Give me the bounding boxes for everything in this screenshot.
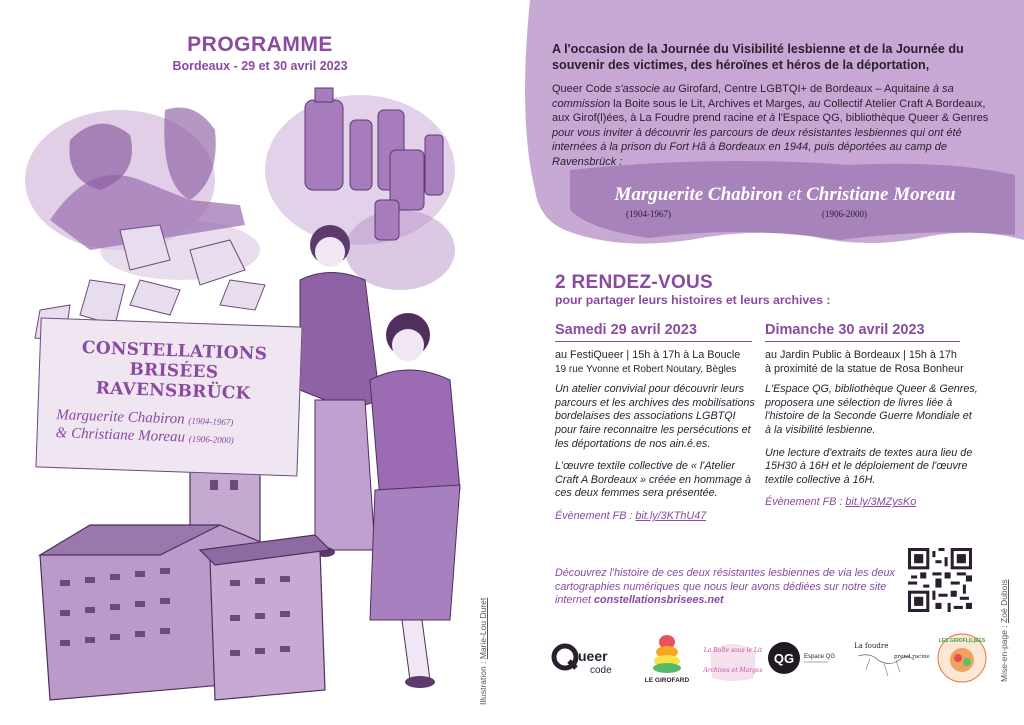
illustration-credit-name: Marie-Lou Duret [478, 597, 488, 660]
day1-fb-url[interactable]: bit.ly/3KThU47 [635, 509, 707, 522]
intro-queer-code: Queer Code [552, 83, 612, 95]
sign-name2: & Christiane Moreau [55, 425, 186, 446]
day1-loc-main: FestiQueer | 15h à 17h à La Boucle [570, 349, 741, 361]
day2-desc2: Une lecture d'extraits de textes aura lieu de 15H30 à 16H et le déploiement de l'œuvre textile collective à 16H. [765, 446, 973, 486]
sign-name2-years: (1906-2000) [188, 433, 234, 446]
sign-title [53, 337, 295, 405]
sign-title-line1: CONSTELLATIONS BRISÉES [81, 337, 268, 383]
intro-text-j: pour vous inviter à découvrir les parcours de deux résistantes lesbiennes qui ont été internées à la prison du Fort Hâ à Bordeaux en 1944, puis déportées au camp de Ravensbrück : [552, 126, 962, 168]
queer-code-logo [552, 640, 624, 676]
left-panel [0, 0, 500, 725]
day2-fb-link[interactable] [765, 496, 980, 510]
sign-name1-years: (1904-1967) [188, 415, 234, 428]
svg-text:prend racine: prend racine [894, 654, 930, 660]
intro-text-d: à sa commission [552, 83, 954, 110]
closing-body: Découvrez l'histoire de ces deux résistantes lesbiennes de via les deux cartographies numériques que nous leur avons dédiées sur notre site internet [555, 567, 895, 607]
intro-espace-qg: l'Espace QG, bibliothèque Queer & Genres [778, 112, 989, 125]
featured-name2: Christiane Moreau [806, 184, 956, 205]
partner-logos [552, 630, 992, 690]
featured-names [580, 184, 990, 206]
qr-code-icon[interactable] [908, 548, 972, 612]
foudre-icon [850, 636, 930, 680]
boite-icon [704, 632, 762, 684]
la-foudre-logo [850, 636, 930, 680]
day1-column [555, 349, 755, 533]
day1-fb-link[interactable] [555, 510, 755, 524]
program-dates: Bordeaux - 29 et 30 avril 2023 [172, 59, 348, 73]
program-title: PROGRAMME [187, 33, 333, 56]
day1-address: 19 rue Yvonne et Robert Noutary, Bègles [555, 363, 737, 375]
day1-loc-prefix: au [555, 349, 571, 361]
day1-fb-label: Évènement FB : [555, 509, 636, 522]
layout-credit-label: Mise-en-page : [999, 622, 1009, 682]
exhibition-sign [35, 317, 302, 476]
girofard-icon [644, 630, 690, 686]
svg-text:LES GIROFL(L)ÉES: LES GIROFL(L)ÉES [938, 638, 986, 644]
day1-desc1: Un atelier convivial pour découvrir leurs parcours et les archives des mobilisations bordelaises des associations LGBTQI pour faire reconnaitre les persécutions et les déportations de nos ain.é.es. [555, 383, 755, 450]
layout-credit [999, 579, 1009, 682]
svg-text:QG: QG [773, 651, 795, 666]
featured-years2: (1906-2000) [822, 209, 867, 219]
website-link[interactable]: constellationsbrisees.net [594, 594, 724, 607]
svg-text:La Boîte sous le Lit: La Boîte sous le Lit [703, 647, 763, 654]
day2-heading: Dimanche 30 avril 2023 [765, 322, 960, 342]
svg-text:Archives et Marges: Archives et Marges [703, 667, 763, 674]
featured-years1: (1904-1967) [626, 209, 671, 219]
intro-collectif: Collectif Atelier Craft A Bordeaux, aux Girof(l)ées, à La Foudre prend racine [552, 97, 986, 125]
espace-qg-logo [766, 638, 836, 678]
sign-title-line2: RAVENSBRÜCK [95, 378, 251, 404]
illustration-credit-label: Illustration : [478, 659, 488, 705]
rdv-title: 2 RENDEZ-VOUS [555, 272, 714, 293]
closing-text [555, 567, 900, 608]
day2-desc1: L'Espace QG, bibliothèque Queer & Genres, proposera une sélection de livres liée à l'histoire de la Seconde Guerre Mondiale et à la visibilité lesbienne. [765, 383, 978, 436]
intro-girofard: Girofard, Centre LGBTQI+ de Bordeaux – Aquitaine [678, 83, 930, 95]
intro-body [552, 82, 1002, 170]
svg-text:La foudre: La foudre [854, 642, 889, 650]
illustration-credit [478, 598, 488, 705]
qg-icon [766, 638, 836, 678]
day2-loc-prefix: au [765, 349, 781, 361]
sign-name1: Marguerite Chabiron [56, 407, 185, 428]
intro-text-h: et à [753, 112, 779, 125]
day1-heading: Samedi 29 avril 2023 [555, 322, 752, 342]
day1-desc2: L'œuvre textile collective de « l'Atelier Craft A Bordeaux » créée en hommage à ces deux femmes sera présentée. [555, 460, 752, 500]
day2-fb-url[interactable]: bit.ly/3MZysKo [845, 496, 917, 509]
girofl-ees-icon [936, 632, 988, 684]
day2-location [765, 349, 980, 376]
day2-column [765, 349, 980, 519]
boite-sous-le-lit-logo [704, 632, 762, 684]
layout-credit-name: Zoé Dubois [999, 579, 1009, 623]
rdv-subtitle: pour partager leurs histoires et leurs archives : [555, 293, 831, 307]
day1-location [555, 349, 755, 376]
svg-text:ueer: ueer [578, 648, 608, 664]
day2-loc-statue: la statue de Rosa Bonheur [835, 362, 964, 375]
intro-text-f: au [805, 97, 824, 110]
featured-name1: Marguerite Chabiron [614, 184, 783, 205]
girofard-logo [644, 630, 690, 686]
girofl-ees-logo [936, 632, 988, 684]
featured-et: et [782, 184, 807, 205]
svg-text:Espace QG: Espace QG [804, 654, 836, 660]
day2-loc-main: Jardin Public à Bordeaux | 15h à 17h [780, 349, 957, 361]
intro-boite: la Boite sous le Lit, Archives et Marges, [613, 97, 806, 110]
svg-text:LE GIROFARD: LE GIROFARD [644, 677, 690, 684]
intro-title: A l'occasion de la Journée du Visibilité lesbienne et de la Journée du souvenir des victimes, des héroïnes et héros de la déportation, [552, 42, 964, 72]
queer-code-icon [552, 640, 624, 676]
sign-names [55, 407, 296, 451]
intro-text-b: s'associe au [611, 83, 679, 95]
day2-loc-near: à proximité de [765, 362, 836, 375]
day2-fb-label: Évènement FB : [765, 496, 846, 509]
svg-text:code: code [590, 665, 612, 676]
